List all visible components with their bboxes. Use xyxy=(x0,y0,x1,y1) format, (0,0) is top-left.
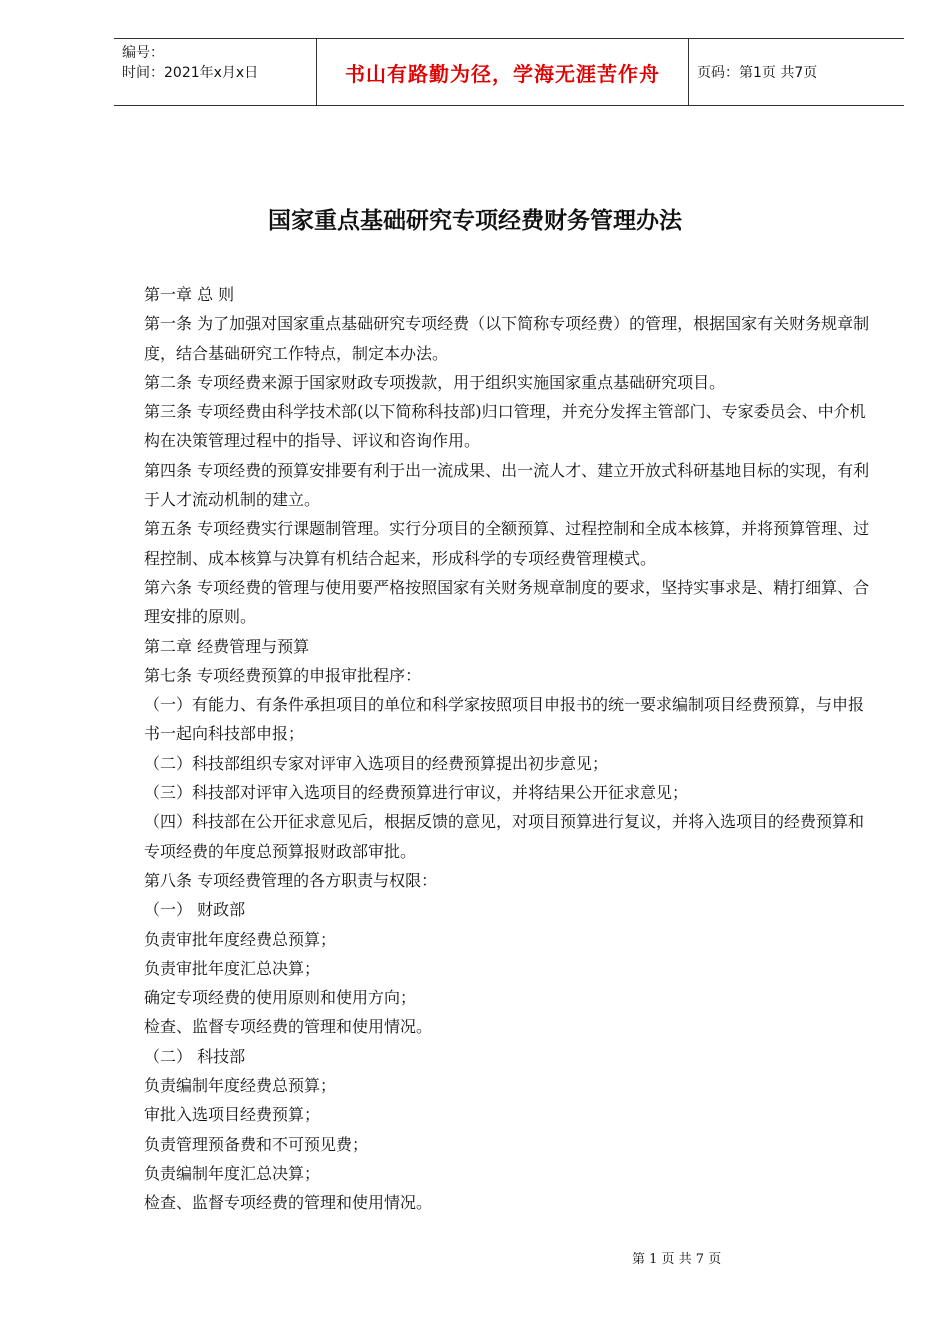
header-meta xyxy=(114,39,317,105)
paragraph: 负责管理预备费和不可预见费； xyxy=(144,1134,369,1154)
paragraph: （一） 财政部 xyxy=(144,900,246,920)
paragraph: 第三条 专项经费由科学技术部(以下简称科技部)归口管理，并充分发挥主管部门、专家委员会、中介机构在决策管理过程中的指导、评议和咨询作用。 xyxy=(144,402,866,451)
paragraph: 检查、监督专项经费的管理和使用情况。 xyxy=(144,1017,433,1037)
paragraph: （二）科技部组织专家对评审入选项目的经费预算提出初步意见； xyxy=(144,753,609,773)
paragraph: （一）有能力、有条件承担项目的单位和科学家按照项目申报书的统一要求编制项目经费预算，与申报书一起向科技部申报； xyxy=(144,695,865,744)
paragraph: 负责审批年度经费总预算； xyxy=(144,929,337,949)
paragraph: 第二条 专项经费来源于国家财政专项拨款，用于组织实施国家重点基础研究项目。 xyxy=(144,372,726,392)
paragraph: 第四条 专项经费的预算安排要有利于出一流成果、出一流人才、建立开放式科研基地目标的实现，有利于人才流动机制的建立。 xyxy=(144,460,870,510)
paragraph: 第七条 专项经费预算的申报审批程序： xyxy=(144,665,422,685)
paragraph: （三）科技部对评审入选项目的经费预算进行审议，并将结果公开征求意见； xyxy=(144,783,689,803)
paragraph: 第一章 总 则 xyxy=(144,285,235,304)
paragraph: （二） 科技部 xyxy=(144,1046,246,1066)
document-body xyxy=(144,280,879,1218)
paragraph: （四）科技部在公开征求意见后，根据反馈的意见，对项目预算进行复议，并将入选项目的经费预算和专项经费的年度总预算报财政部审批。 xyxy=(144,812,865,861)
doc-code: 编号： xyxy=(122,45,164,61)
paragraph: 确定专项经费的使用原则和使用方向； xyxy=(144,988,417,1008)
paragraph: 检查、监督专项经费的管理和使用情况。 xyxy=(144,1193,433,1213)
paragraph: 第八条 专项经费管理的各方职责与权限： xyxy=(144,870,438,890)
page-footer: 第 1 页 共 7 页 xyxy=(632,1252,722,1267)
paragraph: 第六条 专项经费的管理与使用要严格按照国家有关财务规章制度的要求，坚持实事求是、精打细算、合理安排的原则。 xyxy=(144,577,870,627)
paragraph: 第一条 为了加强对国家重点基础研究专项经费（以下简称专项经费）的管理，根据国家有关财务规章制度，结合基础研究工作特点，制定本办法。 xyxy=(144,314,870,363)
paragraph: 负责编制年度经费总预算； xyxy=(144,1076,337,1096)
doc-time: 时间：2021年x月x日 xyxy=(122,65,259,81)
paragraph: 负责编制年度汇总决算； xyxy=(144,1163,321,1183)
header-motto: 书山有路勤为径，学海无涯苦作舟 xyxy=(317,39,689,105)
paragraph: 审批入选项目经费预算； xyxy=(144,1105,321,1125)
page-header xyxy=(114,38,904,106)
paragraph: 第五条 专项经费实行课题制管理。实行分项目的全额预算、过程控制和全成本核算，并将预算管理、过程控制、成本核算与决算有机结合起来，形成科学的专项经费管理模式。 xyxy=(144,519,870,568)
header-page-info: 页码：第1页 共7页 xyxy=(697,65,818,81)
document-title: 国家重点基础研究专项经费财务管理办法 xyxy=(268,208,682,234)
paragraph: 第二章 经费管理与预算 xyxy=(144,636,310,656)
paragraph: 负责审批年度汇总决算； xyxy=(144,958,321,978)
